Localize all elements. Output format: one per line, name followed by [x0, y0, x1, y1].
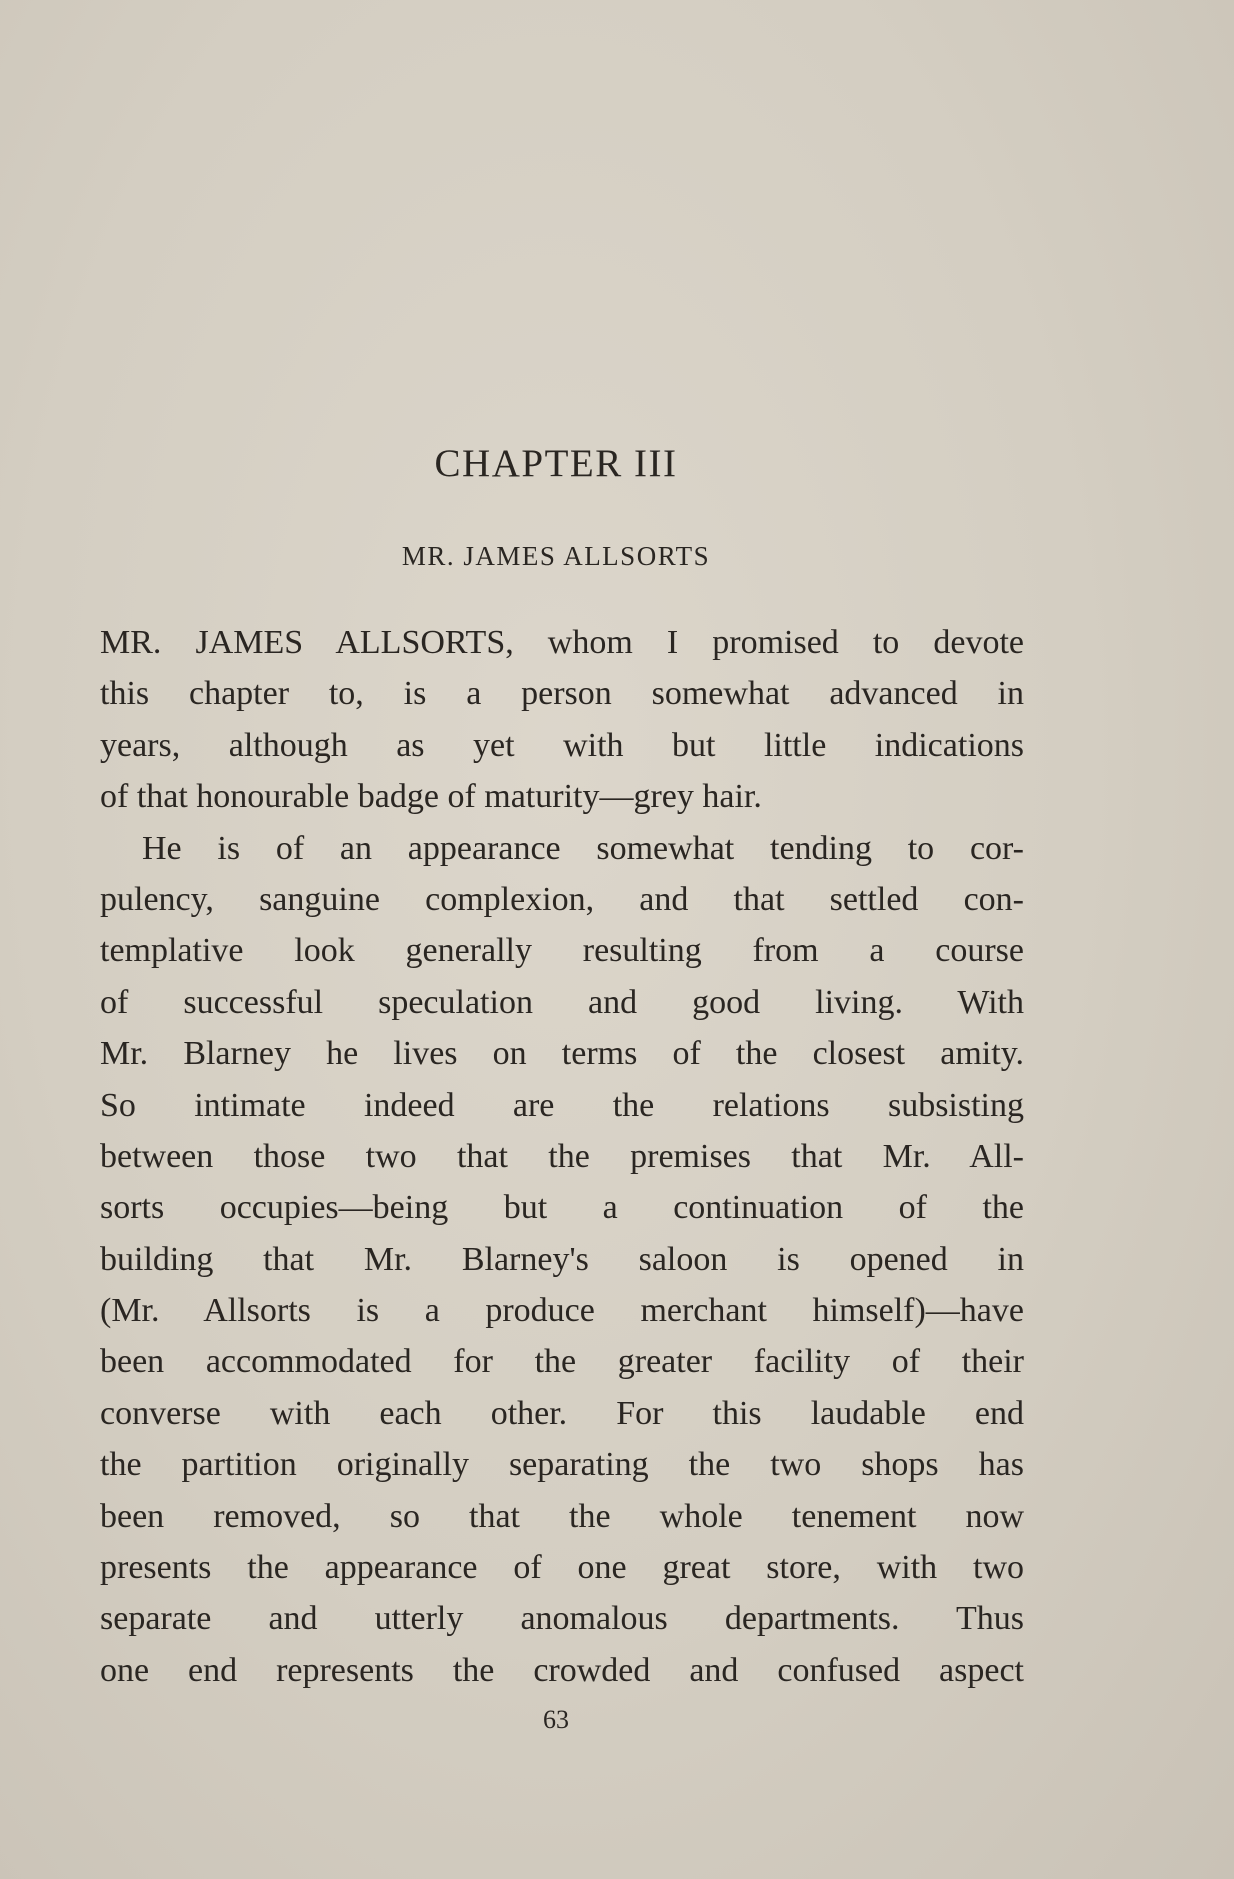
text-line: Mr. Blarney he lives on terms of the closest amity.	[100, 1035, 1024, 1073]
text-line: building that Mr. Blarney's saloon is opened in	[100, 1240, 1024, 1278]
chapter-subtitle: MR. JAMES ALLSORTS	[401, 541, 711, 571]
text-line: sorts occupies—being but a continuation of the	[100, 1189, 1024, 1227]
page-number: 63	[543, 1705, 569, 1734]
paragraph-2	[100, 823, 1024, 1697]
text-line: between those two that the premises that Mr. All-	[100, 1137, 1024, 1175]
text-line: converse with each other. For this laudable end	[100, 1394, 1024, 1432]
text-line: (Mr. Allsorts is a produce merchant himself)—have	[100, 1292, 1024, 1330]
text-line: templative look generally resulting from a course	[100, 932, 1024, 970]
text-line: years, although as yet with but little indications	[100, 726, 1024, 764]
body-text	[100, 617, 1024, 1696]
paragraph-1	[100, 617, 1024, 823]
text-line: pulency, sanguine complexion, and that settled con-	[100, 880, 1024, 918]
text-line: one end represents the crowded and confused aspect	[100, 1651, 1024, 1689]
text-line: of that honourable badge of maturity—grey hair.	[100, 778, 762, 816]
chapter-title: CHAPTER III	[434, 442, 678, 485]
text-line: presents the appearance of one great store, with two	[100, 1549, 1024, 1587]
text-line: separate and utterly anomalous departments. Thus	[100, 1600, 1024, 1638]
text-line: the partition originally separating the two shops has	[100, 1446, 1024, 1484]
text-line: been removed, so that the whole tenement now	[100, 1497, 1024, 1535]
text-line: He is of an appearance somewhat tending to cor-	[142, 829, 1024, 867]
text-line: So intimate indeed are the relations subsisting	[100, 1086, 1024, 1124]
text-line: MR. JAMES ALLSORTS, whom I promised to devote	[100, 624, 1024, 661]
text-line: been accommodated for the greater facility of their	[100, 1343, 1024, 1381]
text-line: this chapter to, is a person somewhat advanced in	[100, 675, 1024, 713]
text-line: of successful speculation and good living. With	[100, 983, 1024, 1021]
